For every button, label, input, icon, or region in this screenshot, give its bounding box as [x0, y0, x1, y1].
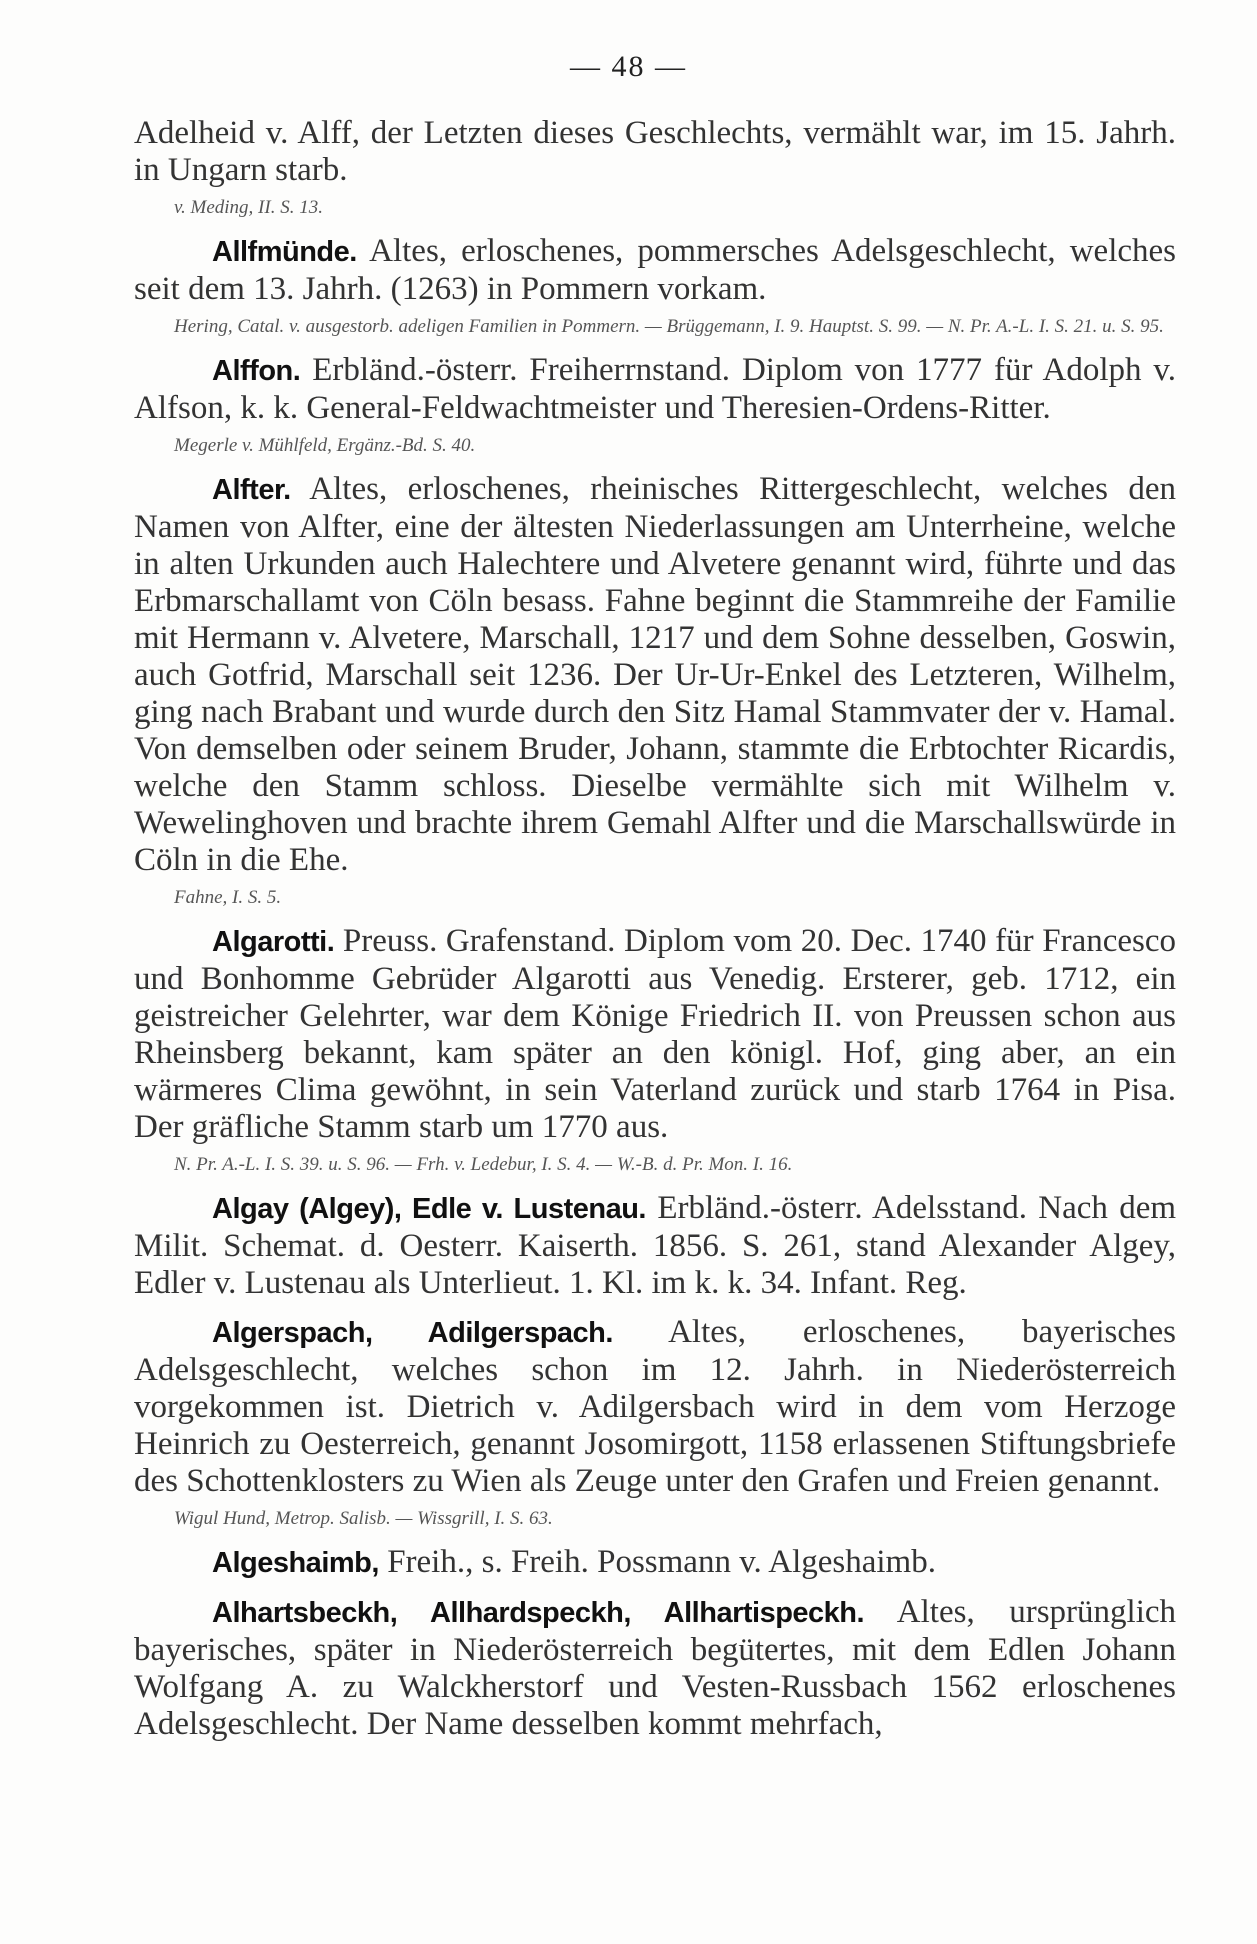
entry-body-text: Altes, erloschenes, rheinisches Rittergeschlecht, welches den Namen von Alfter, eine der ältesten Niederlassungen am Unterrheine, welche in alten Urkunden auch Halechtere und Alvetere genannt wird, führte und das Erbmarschallamt von Cöln besass. Fahne beginnt die Stammreihe der Familie mit Hermann v. Alvetere, Marschall, 1217 und dem Sohne desselben, Goswin, auch Gotfrid, Marschall seit 1236. Der Ur-Ur-Enkel des Letzteren, Wilhelm, ging nach Brabant und wurde durch den Sitz Hamal Stammvater der v. Hamal. Von demselben oder seinem Bruder, Johann, stammte die Erbtochter Ricardis, welche den Stamm schloss. Dieselbe vermählte sich mit Wilhelm v. Wewelinghoven und brachte ihrem Gemahl Alfter und die Marschallswürde in Cöln in die Ehe.	[134, 471, 1176, 878]
page-content	[134, 115, 1176, 1755]
entry-body-text: Freih., s. Freih. Possmann v. Algeshaimb.	[387, 1544, 936, 1580]
entry-source: N. Pr. A.-L. I. S. 39. u. S. 96. — Frh. v. Ledebur, I. S. 4. — W.-B. d. Pr. Mon. I. 16.	[174, 1154, 793, 1175]
entry-algarotti	[134, 923, 1176, 1178]
entry-body-text: Altes, ursprünglich bayerisches, später in Niederösterreich begütertes, mit dem Edlen Johann Wolfgang A. zu Walckherstorf und Vesten-Russbach 1562 erloschenes Adelsgeschlecht. Der Name desselben kommt mehrfach,	[134, 1594, 1177, 1742]
entry-headword: Algeshaimb,	[212, 1547, 379, 1579]
entry-source: Megerle v. Mühlfeld, Ergänz.-Bd. S. 40.	[174, 435, 476, 456]
entry-headword: Alfter.	[212, 474, 291, 506]
entry-algerspach	[134, 1314, 1176, 1532]
entry-source: Fahne, I. S. 5.	[174, 887, 282, 908]
entry-headword: Algerspach, Adilgerspach.	[212, 1317, 613, 1349]
entry-body-text: Preuss. Grafenstand. Diplom vom 20. Dec. 1740 für Francesco und Bonhomme Gebrüder Algarotti aus Venedig. Ersterer, geb. 1712, ein geistreicher Gelehrter, war dem Könige Friedrich II. von Preussen schon aus Rheinsberg bekannt, kam später an den königl. Hof, ging aber, an ein wärmeres Clima gewöhnt, in sein Vaterland zurück und starb 1764 in Pisa. Der gräfliche Stamm starb um 1770 aus.	[134, 923, 1176, 1145]
entry-text	[134, 1190, 1176, 1302]
entry-body-text: Altes, erloschenes, pommersches Adelsgeschlecht, welches seit dem 13. Jahrh. (1263) in Pommern vorkam.	[134, 233, 1176, 307]
entry-source: Hering, Catal. v. ausgestorb. adeligen Familien in Pommern. — Brüggemann, I. 9. Hauptst. S. 99. — N. Pr. A.-L. I. S. 21. u. S. 95.	[174, 316, 1164, 337]
entry-text	[134, 352, 1176, 427]
entry-text	[134, 923, 1176, 1146]
entry-text	[134, 1544, 1176, 1582]
entry-headword: Algarotti.	[212, 926, 335, 958]
entry-body-text: Erbländ.-österr. Freiherrnstand. Diplom von 1777 für Adolph v. Alfson, k. k. General-Feldwachtmeister und Theresien-Ordens-Ritter.	[134, 352, 1176, 426]
entry-headword: Algay (Algey), Edle v. Lustenau.	[212, 1193, 646, 1225]
entry-headword: Alffon.	[212, 355, 301, 387]
entry-body-text: Erbländ.-österr. Adelsstand. Nach dem Milit. Schemat. d. Oesterr. Kaiserth. 1856. S. 261, stand Alexander Algey, Edler v. Lustenau als Unterlieut. 1. Kl. im k. k. 34. Infant. Reg.	[134, 1190, 1177, 1301]
entry-headword: Allfmünde.	[212, 236, 357, 268]
entry-alff-continuation	[134, 115, 1176, 221]
page-number: — 48 —	[570, 50, 687, 83]
entry-headword: Alhartsbeckh, Allhardspeckh, Allhartispeckh.	[212, 1597, 865, 1629]
entry-allfmuende	[134, 233, 1176, 340]
entry-algay	[134, 1190, 1176, 1302]
entry-alffon	[134, 352, 1176, 459]
entry-body-text: Adelheid v. Alff, der Letzten dieses Geschlechts, vermählt war, im 15. Jahrh. in Ungarn starb.	[134, 115, 1176, 188]
entry-source: Wigul Hund, Metrop. Salisb. — Wissgrill, I. S. 63.	[174, 1508, 553, 1529]
entry-text	[134, 1594, 1176, 1743]
entry-text	[134, 233, 1176, 308]
entry-source: v. Meding, II. S. 13.	[174, 197, 323, 218]
entry-alhartsbeckh	[134, 1594, 1176, 1743]
entry-alfter	[134, 471, 1176, 911]
entry-text	[134, 471, 1176, 879]
entry-text	[134, 115, 1176, 189]
entry-algeshaimb	[134, 1544, 1176, 1582]
entry-text	[134, 1314, 1176, 1500]
entry-body-text: Altes, erloschenes, bayerisches Adelsgeschlecht, welches schon im 12. Jahrh. in Niederösterreich vorgekommen ist. Dietrich v. Adilgersbach wird in dem vom Herzoge Heinrich zu Oesterreich, genannt Josomirgott, 1158 erlassenen Stiftungsbriefe des Schottenklosters zu Wien als Zeuge unter den Grafen und Freien genannt.	[134, 1314, 1176, 1499]
